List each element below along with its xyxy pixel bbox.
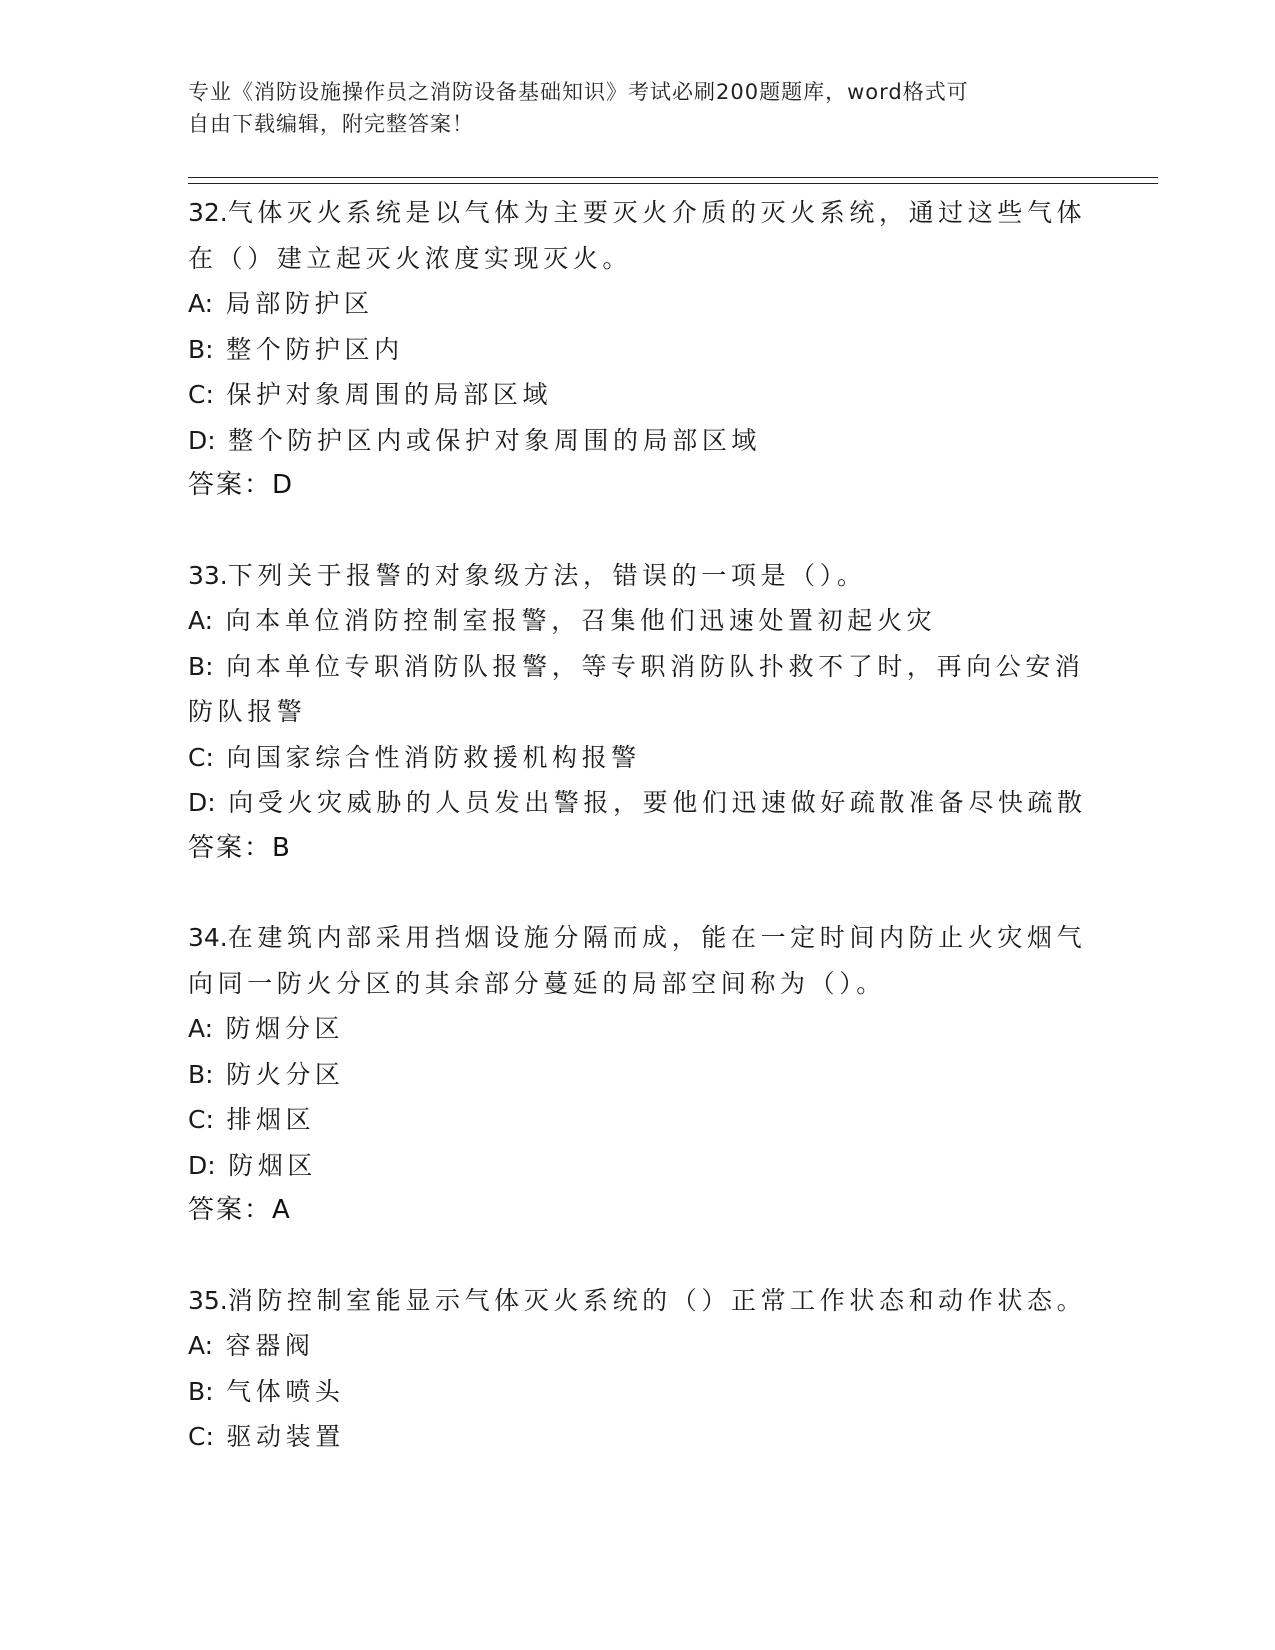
option-a xyxy=(188,1006,1088,1052)
option-letter: C: xyxy=(188,1105,214,1134)
answer-label: 答案： xyxy=(188,1195,273,1225)
option-text: 防火分区 xyxy=(226,1059,345,1089)
header-divider-bottom xyxy=(188,183,1158,184)
option-letter: C: xyxy=(188,380,214,409)
question-stem xyxy=(188,553,1088,599)
option-b xyxy=(188,1369,1088,1415)
answer-value: B xyxy=(272,832,292,863)
option-letter: A: xyxy=(188,606,214,635)
question-number: 34. xyxy=(188,923,228,952)
question-number: 35. xyxy=(188,1285,228,1315)
option-letter: C: xyxy=(188,742,214,772)
question-number: 32. xyxy=(188,198,228,227)
option-d xyxy=(188,1143,1088,1189)
option-a xyxy=(188,281,1088,327)
option-text: 保护对象周围的局部区域 xyxy=(226,380,553,409)
option-text: 向本单位专职消防队报警，等专职消防队扑救不了时，再向公安消防队报警 xyxy=(188,651,1085,726)
question-33 xyxy=(188,553,1088,872)
question-text: 消防控制室能显示气体灭火系统的（）正常工作状态和动作状态。 xyxy=(227,1285,1087,1315)
option-text: 防烟区 xyxy=(228,1150,318,1180)
option-letter: A: xyxy=(188,1014,214,1043)
question-stem xyxy=(188,190,1088,281)
option-c xyxy=(188,735,1088,781)
option-text: 局部防护区 xyxy=(225,289,374,318)
question-number: 33. xyxy=(188,560,228,590)
question-stem xyxy=(188,1278,1088,1324)
option-letter: B: xyxy=(188,334,214,364)
option-c xyxy=(188,372,1088,418)
option-text: 驱动装置 xyxy=(226,1422,345,1451)
option-b xyxy=(188,1052,1088,1098)
option-letter: D: xyxy=(188,788,216,817)
option-letter: B: xyxy=(188,651,214,681)
question-text: 气体灭火系统是以气体为主要灭火介质的灭火系统，通过这些气体在（）建立起灭火浓度实现灭火。 xyxy=(188,198,1087,273)
header-line-1: 专业《消防设施操作员之消防设备基础知识》考试必刷200题题库，word格式可 xyxy=(188,80,969,104)
option-d xyxy=(188,418,1088,464)
document-header xyxy=(188,76,1088,140)
answer-label: 答案： xyxy=(188,470,273,500)
option-a xyxy=(188,598,1088,644)
question-32 xyxy=(188,190,1088,509)
option-c xyxy=(188,1414,1088,1460)
option-text: 向受火灾威胁的人员发出警报，要他们迅速做好疏散准备尽快疏散 xyxy=(228,788,1087,817)
answer-line xyxy=(188,463,1088,509)
question-35 xyxy=(188,1278,1088,1460)
answer-label: 答案： xyxy=(188,832,273,863)
question-34 xyxy=(188,915,1088,1234)
option-text: 防烟分区 xyxy=(225,1014,345,1043)
option-letter: C: xyxy=(188,1422,214,1451)
option-text: 整个防护区内或保护对象周围的局部区域 xyxy=(228,425,762,455)
option-a xyxy=(188,1323,1088,1369)
option-letter: D: xyxy=(188,1150,216,1180)
answer-value: A xyxy=(272,1195,292,1225)
option-text: 向国家综合性消防救援机构报警 xyxy=(226,742,641,772)
option-c xyxy=(188,1097,1088,1143)
option-text: 整个防护区内 xyxy=(226,334,404,364)
option-b xyxy=(188,327,1088,373)
answer-line xyxy=(188,826,1088,872)
option-text: 容器阀 xyxy=(225,1331,315,1360)
option-text: 向本单位消防控制室报警，召集他们迅速处置初起火灾 xyxy=(225,606,937,635)
answer-line xyxy=(188,1188,1088,1234)
option-letter: B: xyxy=(188,1376,214,1406)
option-letter: B: xyxy=(188,1059,214,1089)
option-letter: D: xyxy=(188,425,216,455)
option-text: 气体喷头 xyxy=(226,1376,345,1406)
header-divider-top xyxy=(188,177,1158,178)
question-text: 在建筑内部采用挡烟设施分隔而成，能在一定时间内防止火灾烟气向同一防火分区的其余部分蔓延的局部空间称为（）。 xyxy=(188,923,1087,998)
option-letter: A: xyxy=(188,289,214,318)
option-d xyxy=(188,780,1088,826)
header-line-2: 自由下载编辑，附完整答案！ xyxy=(188,112,474,136)
option-b xyxy=(188,644,1088,735)
question-list xyxy=(188,190,1088,1504)
option-letter: A: xyxy=(188,1331,214,1360)
answer-value: D xyxy=(272,470,295,500)
option-text: 排烟区 xyxy=(226,1105,316,1134)
question-text: 下列关于报警的对象级方法，错误的一项是（）。 xyxy=(227,560,867,590)
question-stem xyxy=(188,915,1088,1006)
